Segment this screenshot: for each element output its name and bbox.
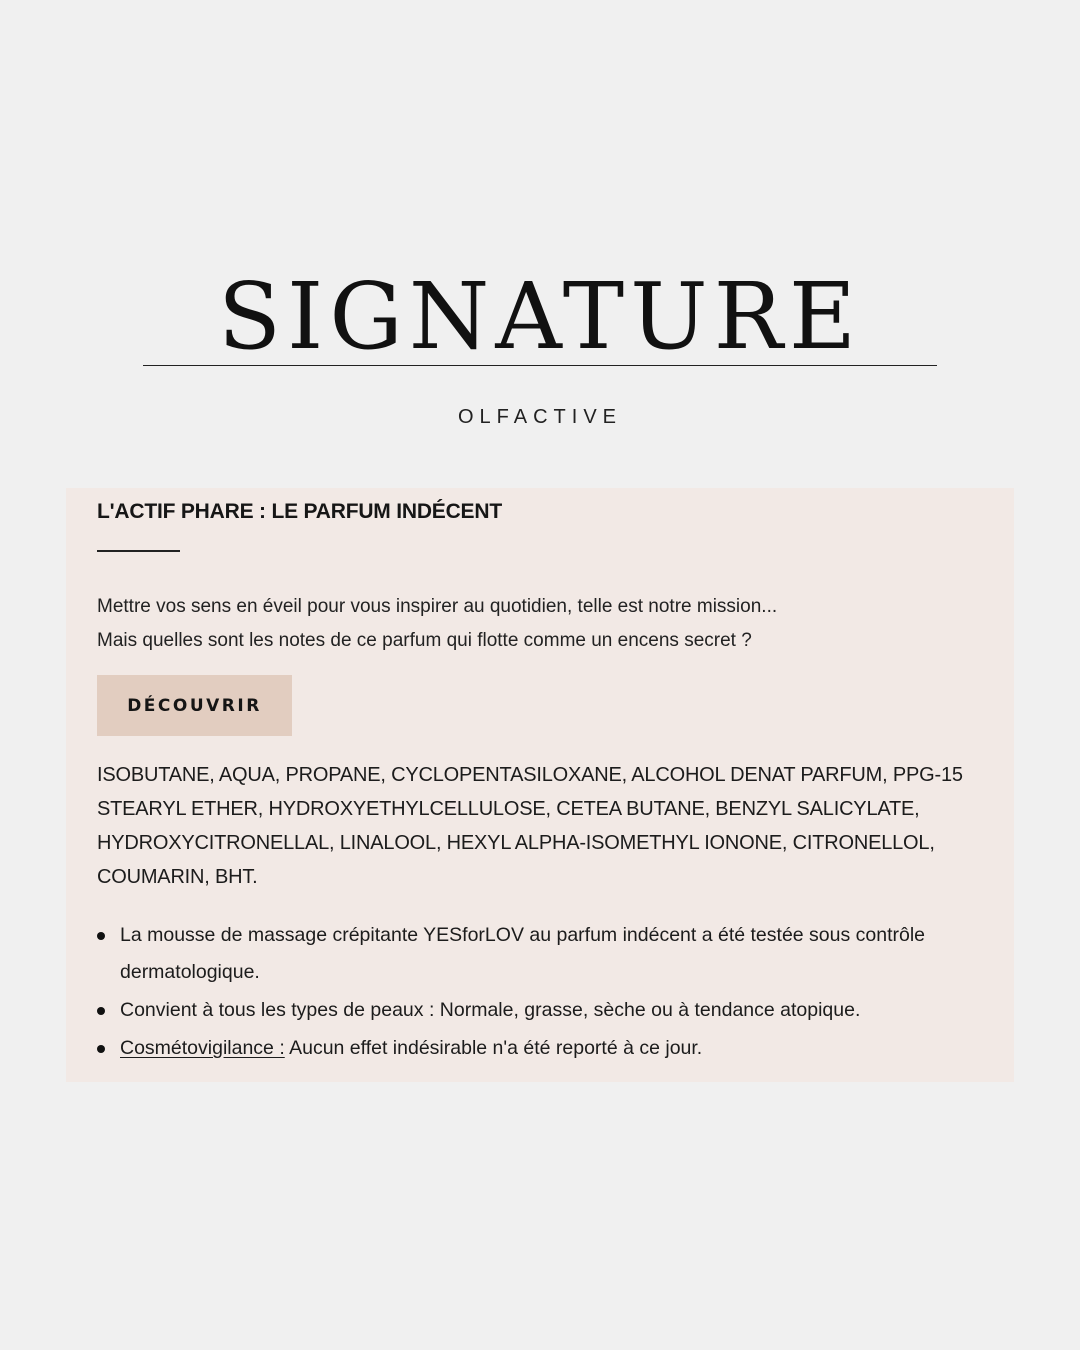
intro-line: Mettre vos sens en éveil pour vous inspirer au quotidien, telle est notre mission... (97, 596, 778, 617)
intro-text (97, 590, 977, 658)
bullet-icon (97, 932, 105, 940)
list-item (97, 992, 987, 1029)
card-heading: L'ACTIF PHARE : LE PARFUM INDÉCENT (97, 500, 502, 523)
list-item (97, 1030, 987, 1067)
product-info-card (66, 488, 1014, 1082)
heading-divider (97, 550, 180, 552)
product-claims-list (97, 917, 987, 1068)
page-subtitle: OLFACTIVE (457, 406, 623, 428)
list-item (97, 917, 987, 991)
cosmetovigilance-link[interactable]: Cosmétovigilance : (120, 1037, 285, 1059)
bullet-icon (97, 1007, 105, 1015)
list-item-text: Convient à tous les types de peaux : Normale, grasse, sèche ou à tendance atopique. (120, 999, 861, 1021)
ingredients-list: ISOBUTANE, AQUA, PROPANE, CYCLOPENTASILOXANE, ALCOHOL DENAT PARFUM, PPG-15 STEARYL ETHER, HYDROXYETHYLCELLULOSE, CETEA BUTANE, BENZYL SALICYLATE, HYDROXYCITRONELLAL, LINALOOL, HEXYL ALPHA-ISOMETHYL IONONE, CITRONELLOL, COUMARIN, BHT. (97, 764, 963, 888)
discover-button[interactable]: DÉCOUVRIR (97, 675, 292, 736)
title-divider (143, 365, 937, 366)
list-item-text: La mousse de massage crépitante YESforLOV au parfum indécent a été testée sous contrôle dermatologique. (120, 924, 926, 983)
intro-line: Mais quelles sont les notes de ce parfum qui flotte comme un encens secret ? (97, 630, 752, 651)
page-title: SIGNATURE (217, 263, 863, 370)
list-item-text: Aucun effet indésirable n'a été reporté à ce jour. (284, 1037, 703, 1059)
bullet-icon (97, 1045, 105, 1053)
